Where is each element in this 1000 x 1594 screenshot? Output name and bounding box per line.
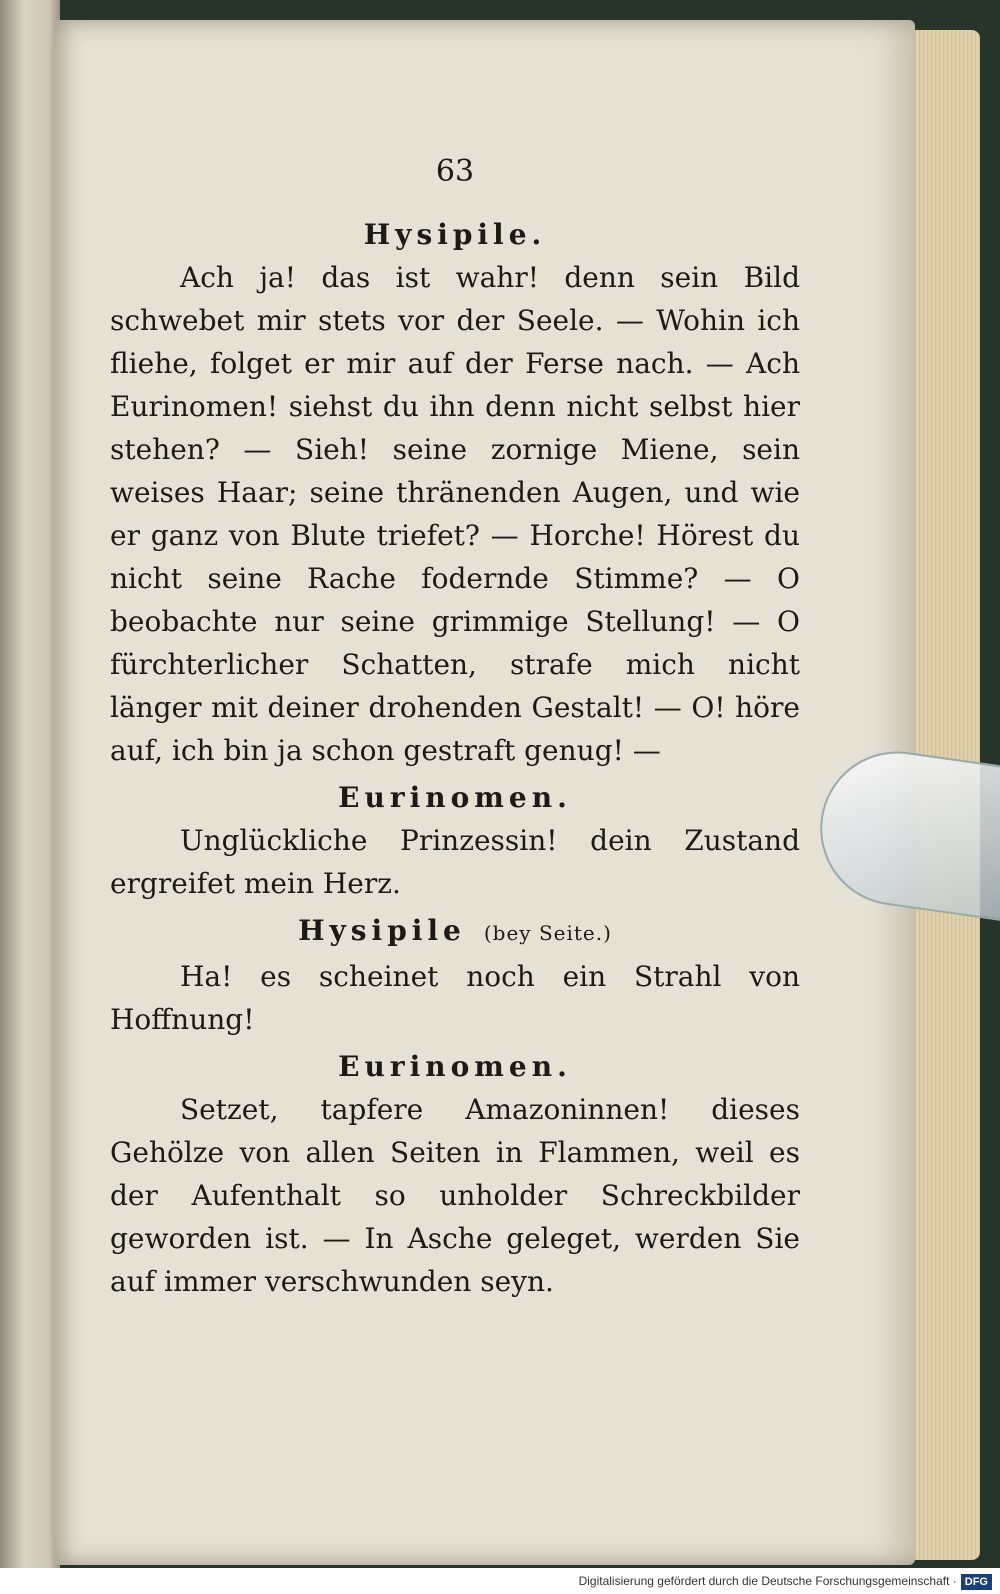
dfg-logo: DFG bbox=[961, 1574, 992, 1590]
speaker-heading-aside bbox=[110, 909, 800, 955]
dialogue-paragraph: Unglückliche Prinzessin! dein Zustand ergreifet mein Herz. bbox=[110, 824, 800, 900]
stage-direction: (bey Seite.) bbox=[483, 921, 612, 945]
page-number: 63 bbox=[435, 154, 475, 189]
speaker-name: Hysipile bbox=[298, 914, 466, 947]
dialogue-paragraph: Ha! es scheinet noch ein Strahl von Hoffnung! bbox=[110, 960, 800, 1036]
digitization-footer bbox=[0, 1568, 1000, 1594]
speaker-heading: Hysipile. bbox=[363, 218, 547, 251]
dialogue-paragraph: Setzet, tapfere Amazoninnen! dieses Gehölze von allen Seiten in Flammen, weil es der Aufenthalt so unholder Schreckbilder geworden ist. — In Asche geleget, werden Sie auf immer verschwunden seyn. bbox=[110, 1093, 800, 1298]
page-text bbox=[110, 150, 800, 1303]
left-page-edge bbox=[0, 0, 60, 1570]
speaker-heading: Eurinomen. bbox=[338, 1050, 572, 1083]
speaker-heading: Eurinomen. bbox=[338, 781, 572, 814]
footer-credit: Digitalisierung gefördert durch die Deutsche Forschungsgemeinschaft · bbox=[578, 1574, 957, 1588]
dialogue-paragraph: Ach ja! das ist wahr! denn sein Bild schwebet mir stets vor der Seele. — Wohin ich fliehe, folget er mir auf der Ferse nach. — Ach Eurinomen! siehst du ihn denn nicht selbst hier stehen? — Sieh! seine zornige Miene, sein weises Haar; seine thränenden Augen, und wie er ganz von Blute triefet? — Horche! Hörest du nicht seine Rache fodernde Stimme? — O beobachte nur seine grimmige Stellung! — O fürchterlicher Schatten, strafe mich nicht länger mit deiner drohenden Gestalt! — O! höre auf, ich bin ja schon gestraft genug! — bbox=[110, 261, 800, 767]
